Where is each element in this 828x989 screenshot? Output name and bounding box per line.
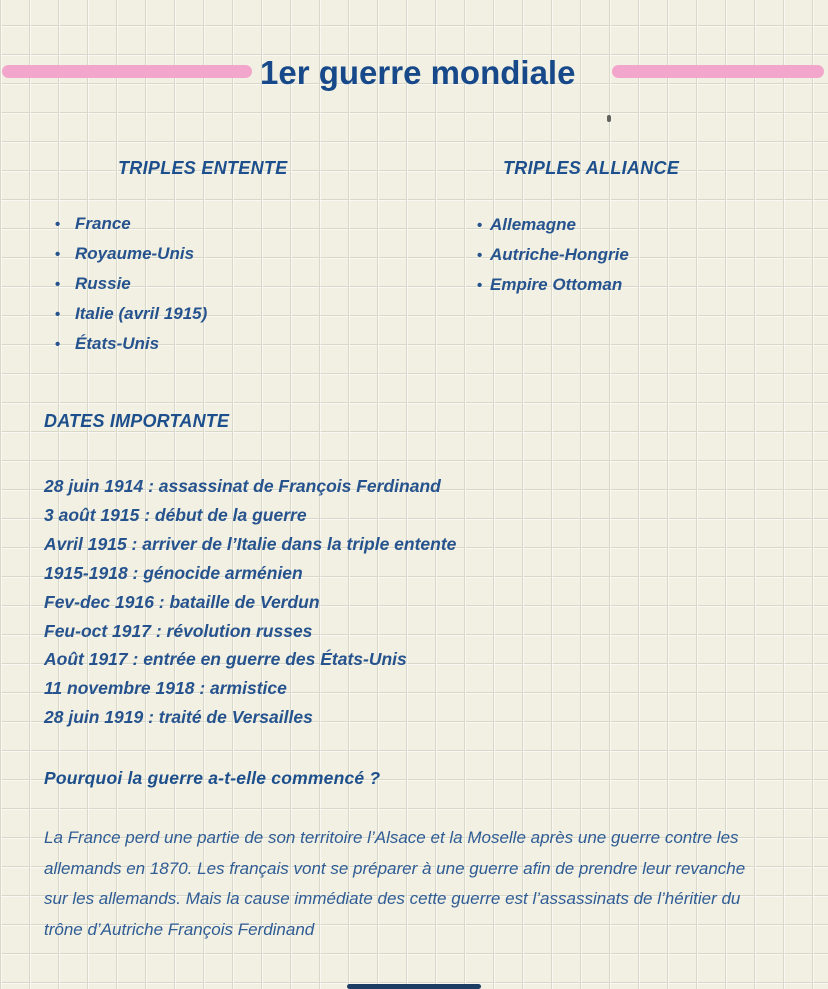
paragraph-line: trône d’Autriche François Ferdinand: [44, 919, 315, 939]
pink-highlighter-stroke-right: [612, 65, 824, 78]
bullet-icon: •: [55, 306, 61, 323]
title-row: [0, 54, 828, 92]
date-entry: Fev-dec 1916 : bataille de Verdun: [44, 591, 320, 612]
bullet-icon: •: [55, 246, 61, 263]
home-indicator-bar[interactable]: [347, 984, 481, 989]
paragraph-line: allemands en 1870. Les français vont se préparer à une guerre afin de prendre leur revanche: [44, 858, 746, 878]
list-item-label: Empire Ottoman: [490, 275, 623, 294]
list-item: [477, 270, 629, 300]
bullet-icon: •: [477, 277, 483, 294]
answer-paragraph: [44, 823, 745, 945]
list-item: [477, 240, 629, 270]
date-entry: 28 juin 1919 : traité de Versailles: [44, 707, 313, 728]
question-header: Pourquoi la guerre a-t-elle commencé ?: [44, 768, 381, 788]
list-item: [477, 210, 629, 240]
date-entry: 3 août 1915 : début de la guerre: [44, 504, 307, 525]
list-item-label: Autriche-Hongrie: [490, 245, 629, 264]
alliance-column-header: TRIPLES ALLIANCE: [503, 158, 680, 178]
list-item-label: États-Unis: [75, 334, 160, 353]
entente-column-header: TRIPLES ENTENTE: [118, 158, 288, 178]
list-item: [55, 239, 207, 269]
list-item: [55, 209, 207, 239]
date-entry: 1915-1918 : génocide arménien: [44, 562, 303, 583]
bullet-icon: •: [477, 217, 483, 234]
list-item: [55, 299, 207, 329]
list-item-label: Italie (avril 1915): [75, 304, 208, 323]
pink-highlighter-stroke-left: [2, 65, 252, 78]
alliance-list: [477, 210, 629, 300]
date-entry: Août 1917 : entrée en guerre des États-Unis: [44, 649, 407, 670]
date-entry: 11 novembre 1918 : armistice: [44, 678, 287, 699]
bullet-icon: •: [55, 336, 61, 353]
list-item: [55, 329, 207, 359]
bullet-icon: •: [477, 247, 483, 264]
page-title: 1er guerre mondiale: [260, 54, 576, 91]
list-item-label: Allemagne: [490, 215, 576, 234]
stray-pen-mark: [607, 115, 611, 122]
bullet-icon: •: [55, 276, 61, 293]
paragraph-line: La France perd une partie de son territoire l’Alsace et la Moselle après une guerre contre les: [44, 828, 739, 847]
date-entry: Feu-oct 1917 : révolution russes: [44, 620, 313, 641]
list-item-label: Royaume-Unis: [75, 244, 195, 263]
paragraph-line: sur les allemands. Mais la cause immédiate des cette guerre est l’assassinats de l’héritier du: [44, 889, 741, 909]
date-entry: 28 juin 1914 : assassinat de François Ferdinand: [44, 476, 441, 496]
list-item-label: France: [75, 214, 131, 233]
dates-section-header: DATES IMPORTANTE: [44, 411, 230, 431]
list-item-label: Russie: [75, 274, 131, 293]
entente-list: [55, 209, 207, 359]
bullet-icon: •: [55, 216, 61, 233]
dates-list: [44, 472, 456, 732]
list-item: [55, 269, 207, 299]
date-entry: Avril 1915 : arriver de l’Italie dans la triple entente: [44, 533, 457, 554]
